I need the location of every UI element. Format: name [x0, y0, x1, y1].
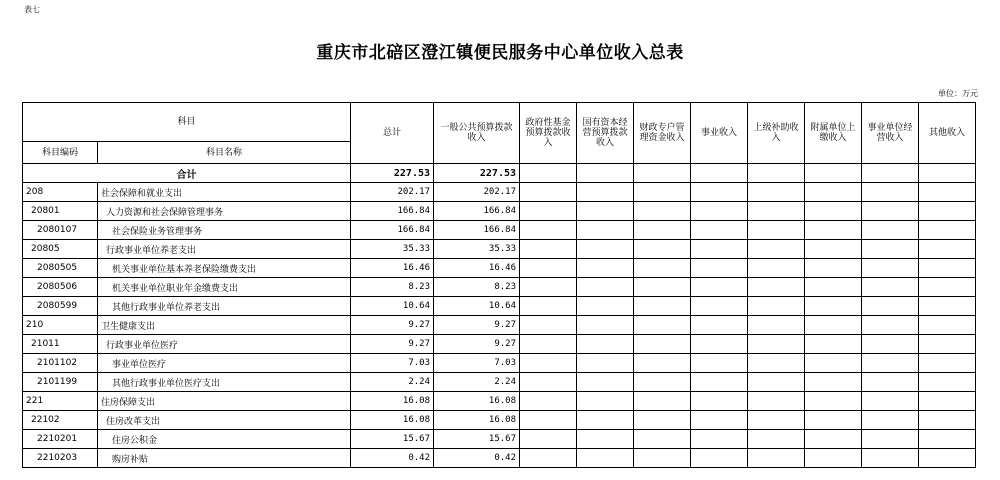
header-gov-fund: 政府性基金预算拨款收入	[520, 103, 577, 164]
row-code: 2101102	[23, 354, 98, 373]
row-total: 15.67	[351, 430, 434, 449]
row-general: 8.23	[434, 278, 520, 297]
header-subject-code: 科目编码	[23, 142, 98, 164]
row-general: 16.08	[434, 392, 520, 411]
page-title: 重庆市北碚区澄江镇便民服务中心单位收入总表	[316, 43, 684, 63]
row-name: 住房改革支出	[98, 411, 351, 430]
row-general: 35.33	[434, 240, 520, 259]
row-general: 16.46	[434, 259, 520, 278]
header-subject-name: 科目名称	[98, 142, 351, 164]
row-code: 2080505	[23, 259, 98, 278]
header-total: 总计	[351, 103, 434, 164]
row-name: 社会保险业务管理事务	[98, 221, 351, 240]
row-code: 20805	[23, 240, 98, 259]
table-row	[23, 316, 976, 335]
row-name: 人力资源和社会保障管理事务	[98, 202, 351, 221]
table-row	[23, 449, 976, 468]
row-code: 2210201	[23, 430, 98, 449]
row-general: 202.17	[434, 183, 520, 202]
row-total: 9.27	[351, 316, 434, 335]
row-name: 社会保障和就业支出	[98, 183, 351, 202]
row-total: 16.08	[351, 392, 434, 411]
row-total: 166.84	[351, 202, 434, 221]
table-row	[23, 430, 976, 449]
row-code: 20801	[23, 202, 98, 221]
row-name: 住房保障支出	[98, 392, 351, 411]
total-general-value: 227.53	[434, 164, 520, 183]
row-code: 2080506	[23, 278, 98, 297]
row-total: 35.33	[351, 240, 434, 259]
table-row	[23, 354, 976, 373]
table-row	[23, 373, 976, 392]
header-general-budget: 一般公共预算拨款收入	[434, 103, 520, 164]
header-special-account: 财政专户管理资金收入	[634, 103, 691, 164]
table-row	[23, 183, 976, 202]
total-value: 227.53	[351, 164, 434, 183]
header-state-capital: 国有资本经营预算拨款收入	[577, 103, 634, 164]
row-code: 221	[23, 392, 98, 411]
row-total: 16.46	[351, 259, 434, 278]
row-general: 2.24	[434, 373, 520, 392]
table-row	[23, 392, 976, 411]
header-subject: 科目	[23, 103, 351, 142]
table-row	[23, 297, 976, 316]
header-affiliate-income: 附属单位上缴收入	[805, 103, 862, 164]
row-code: 21011	[23, 335, 98, 354]
row-total: 2.24	[351, 373, 434, 392]
row-total: 16.08	[351, 411, 434, 430]
row-general: 0.42	[434, 449, 520, 468]
row-code: 210	[23, 316, 98, 335]
income-summary-table	[22, 102, 976, 468]
row-total: 0.42	[351, 449, 434, 468]
row-name: 事业单位医疗	[98, 354, 351, 373]
header-operating-income: 事业单位经营收入	[862, 103, 919, 164]
row-total: 7.03	[351, 354, 434, 373]
row-general: 7.03	[434, 354, 520, 373]
table-row	[23, 221, 976, 240]
row-total: 9.27	[351, 335, 434, 354]
row-name: 行政事业单位养老支出	[98, 240, 351, 259]
table-row	[23, 202, 976, 221]
header-superior-subsidy: 上级补助收入	[748, 103, 805, 164]
row-total: 10.64	[351, 297, 434, 316]
table-number-label: 表七	[24, 5, 40, 14]
row-code: 2210203	[23, 449, 98, 468]
row-code: 22102	[23, 411, 98, 430]
row-general: 166.84	[434, 202, 520, 221]
header-business-income: 事业收入	[691, 103, 748, 164]
row-name: 其他行政事业单位养老支出	[98, 297, 351, 316]
row-total: 8.23	[351, 278, 434, 297]
row-code: 2101199	[23, 373, 98, 392]
row-code: 208	[23, 183, 98, 202]
row-general: 9.27	[434, 316, 520, 335]
row-name: 机关事业单位基本养老保险缴费支出	[98, 259, 351, 278]
total-row	[23, 164, 976, 183]
row-general: 15.67	[434, 430, 520, 449]
table-row	[23, 335, 976, 354]
row-general: 16.08	[434, 411, 520, 430]
row-code: 2080107	[23, 221, 98, 240]
row-name: 其他行政事业单位医疗支出	[98, 373, 351, 392]
row-code: 2080599	[23, 297, 98, 316]
total-label: 合计	[23, 164, 351, 183]
row-general: 166.84	[434, 221, 520, 240]
row-general: 9.27	[434, 335, 520, 354]
table-row	[23, 259, 976, 278]
row-name: 行政事业单位医疗	[98, 335, 351, 354]
row-total: 202.17	[351, 183, 434, 202]
row-general: 10.64	[434, 297, 520, 316]
row-name: 购房补贴	[98, 449, 351, 468]
row-name: 住房公积金	[98, 430, 351, 449]
row-name: 卫生健康支出	[98, 316, 351, 335]
table-row	[23, 278, 976, 297]
row-name: 机关事业单位职业年金缴费支出	[98, 278, 351, 297]
header-other-income: 其他收入	[919, 103, 976, 164]
table-row	[23, 411, 976, 430]
row-total: 166.84	[351, 221, 434, 240]
unit-label: 单位：万元	[938, 89, 978, 98]
table-row	[23, 240, 976, 259]
